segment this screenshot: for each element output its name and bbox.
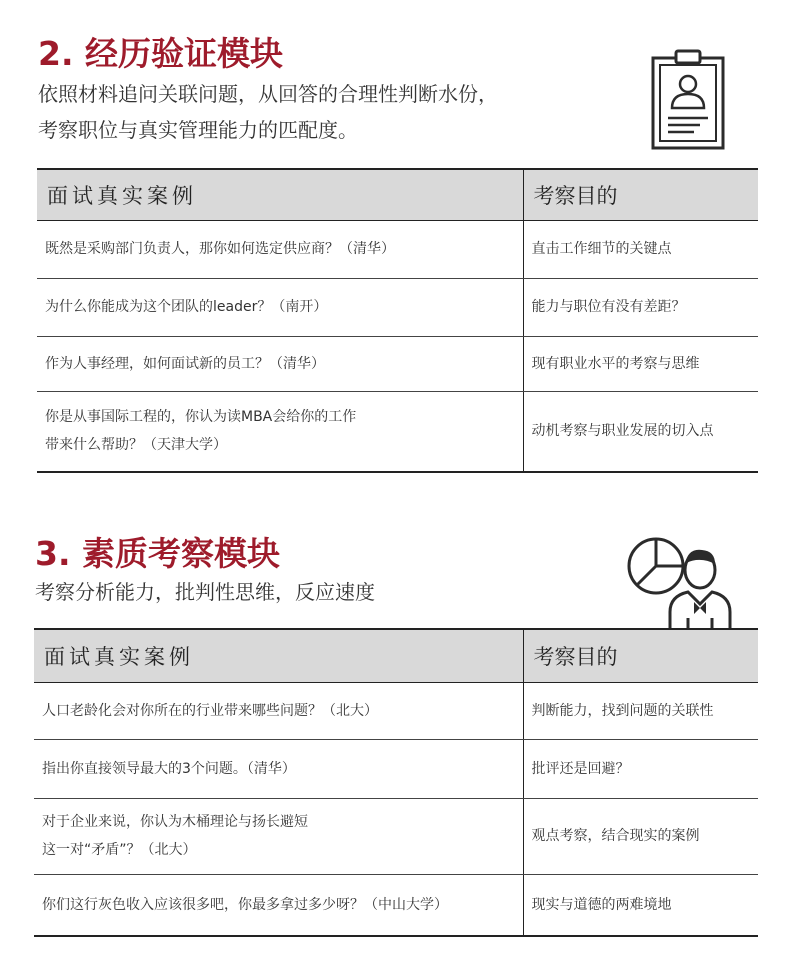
case-purpose: 观点考察，结合现实的案例	[523, 798, 758, 874]
case-purpose: 判断能力，找到问题的关联性	[523, 682, 758, 739]
table-row	[37, 220, 758, 278]
case-purpose: 能力与职位有没有差距？	[523, 278, 758, 336]
section-experience-verification	[0, 0, 790, 480]
case-purpose: 现有职业水平的考察与思维	[523, 336, 758, 391]
case-question: 人口老龄化会对你所在的行业带来哪些问题？（北大）	[34, 682, 523, 739]
table-row	[34, 874, 758, 936]
table-row	[34, 798, 758, 874]
section-quality-assessment	[0, 480, 790, 965]
table-row	[34, 739, 758, 798]
case-question: 你们这行灰色收入应该很多吧，你最多拿过多少呀？（中山大学）	[34, 874, 523, 936]
table-row	[37, 336, 758, 391]
case-question: 你是从事国际工程的，你认为读MBA会给你的工作 带来什么帮助？（天津大学）	[37, 391, 523, 472]
section-title: 2. 经历验证模块	[38, 34, 283, 73]
case-purpose: 批评还是回避？	[523, 739, 758, 798]
header-case: 面试真实案例	[34, 629, 523, 682]
section-description-line1: 依照材料追问关联问题，从回答的合理性判断水份，	[38, 82, 498, 106]
header-purpose: 考察目的	[523, 629, 758, 682]
case-purpose: 现实与道德的两难境地	[523, 874, 758, 936]
section-description-line1: 考察分析能力，批判性思维，反应速度	[35, 580, 375, 604]
person-pie-chart-icon	[626, 534, 732, 630]
table-row	[34, 682, 758, 739]
section-description-line2: 考察职位与真实管理能力的匹配度。	[38, 118, 358, 142]
clipboard-profile-icon	[648, 48, 728, 152]
case-question: 既然是采购部门负责人，那你如何选定供应商？（清华）	[37, 220, 523, 278]
case-table	[34, 628, 758, 937]
case-question: 对于企业来说，你认为木桶理论与扬长避短 这一对“矛盾”？（北大）	[34, 798, 523, 874]
case-table	[37, 168, 758, 473]
table-row	[37, 391, 758, 472]
case-question: 为什么你能成为这个团队的leader？（南开）	[37, 278, 523, 336]
header-purpose: 考察目的	[523, 169, 758, 220]
header-case: 面试真实案例	[37, 169, 523, 220]
case-question: 作为人事经理，如何面试新的员工？（清华）	[37, 336, 523, 391]
case-question: 指出你直接领导最大的3个问题。（清华）	[34, 739, 523, 798]
section-title: 3. 素质考察模块	[35, 534, 280, 573]
case-purpose: 直击工作细节的关键点	[523, 220, 758, 278]
table-row	[37, 278, 758, 336]
case-purpose: 动机考察与职业发展的切入点	[523, 391, 758, 472]
